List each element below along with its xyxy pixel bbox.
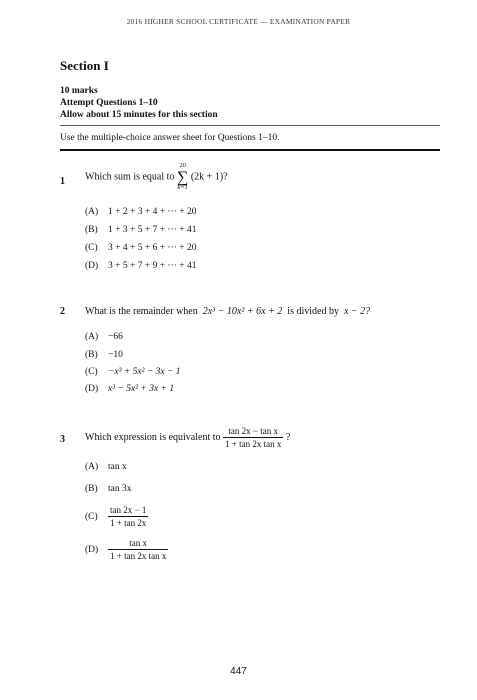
option-text: tan 3x: [108, 484, 132, 494]
option-label: (D): [85, 261, 99, 271]
option-text: −x³ + 5x² − 3x − 1: [108, 367, 181, 377]
option-label: (D): [85, 384, 99, 394]
sum-lower-limit: k=1: [177, 183, 188, 191]
option-c: [85, 367, 181, 377]
option-label: (D): [85, 544, 99, 555]
divider-thin: [60, 125, 440, 126]
option-label: (A): [85, 207, 99, 217]
option-label: (A): [85, 332, 99, 342]
fraction-denominator: 1 + tan 2x tan x: [110, 551, 167, 561]
option-text: x³ − 5x² + 3x + 1: [108, 384, 175, 394]
option-fraction: [108, 538, 168, 561]
fraction-numerator: tan 2x − tan x: [223, 426, 283, 438]
option-label: (B): [85, 225, 98, 235]
divisor: x − 2?: [343, 306, 371, 317]
question-number: 3: [60, 434, 65, 445]
page-header: 2016 HIGHER SCHOOL CERTIFICATE — EXAMINATION PAPER: [126, 17, 351, 26]
divider-thick: [60, 149, 440, 151]
option-label: (B): [85, 484, 98, 494]
option-label: (C): [85, 367, 98, 377]
option-b: [85, 350, 123, 360]
attempt-text: Attempt Questions 1–10: [60, 98, 158, 108]
fraction-denominator: 1 + tan 2x: [110, 518, 147, 528]
option-label: (C): [85, 511, 98, 522]
option-a: [85, 332, 123, 342]
option-text: tan x: [108, 462, 127, 472]
option-b: [85, 484, 131, 494]
sum-body: (2k + 1)?: [190, 171, 228, 183]
instruction-text: Use the multiple-choice answer sheet for Questions 1–10.: [60, 133, 280, 143]
option-label: (A): [85, 462, 99, 472]
sum-upper-limit: 20: [179, 162, 186, 169]
time-text: Allow about 15 minutes for this section: [60, 110, 218, 120]
question-text: Which sum is equal to: [85, 171, 175, 183]
question-1-text: [85, 163, 228, 191]
option-d: [85, 538, 168, 561]
option-c: [85, 505, 148, 528]
page-number: 447: [230, 666, 247, 677]
question-number: 1: [60, 176, 65, 187]
question-number: 2: [60, 306, 65, 317]
option-fraction: [108, 505, 148, 528]
option-text: 1 + 3 + 5 + 7 + ··· + 41: [108, 225, 197, 235]
option-text: 3 + 4 + 5 + 6 + ··· + 20: [108, 243, 197, 253]
question-2-text: [85, 306, 370, 317]
question-mark: ?: [285, 432, 291, 443]
option-label: (C): [85, 243, 98, 253]
section-title: Section I: [60, 58, 109, 73]
option-a: [85, 462, 127, 472]
fraction-numerator: tan x: [108, 538, 168, 550]
polynomial: 2x³ − 10x² + 6x + 2: [202, 306, 283, 317]
option-text: 3 + 5 + 7 + 9 + ··· + 41: [108, 261, 197, 271]
fraction-denominator: 1 + tan 2x tan x: [225, 439, 282, 449]
question-text: Which expression is equivalent to: [85, 432, 221, 443]
option-c: [85, 243, 197, 253]
option-a: [85, 207, 197, 217]
summation: [177, 163, 188, 191]
question-text: What is the remainder when: [85, 306, 198, 317]
marks-text: 10 marks: [60, 86, 98, 96]
sigma-icon: ∑: [176, 168, 189, 186]
option-text: 1 + 2 + 3 + 4 + ··· + 20: [108, 207, 197, 217]
question-3-text: [85, 426, 290, 449]
option-d: [85, 261, 197, 271]
expression-fraction: [223, 426, 283, 449]
option-b: [85, 225, 197, 235]
option-label: (B): [85, 350, 98, 360]
fraction-numerator: tan 2x − 1: [110, 505, 147, 515]
option-d: [85, 384, 174, 394]
option-text: −10: [108, 350, 123, 360]
question-text-mid: is divided by: [287, 306, 339, 317]
option-text: −66: [108, 332, 123, 342]
